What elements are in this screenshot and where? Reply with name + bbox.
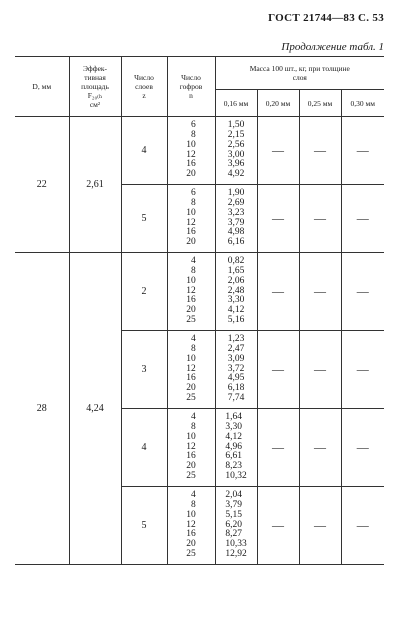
corrugation-value: 8 [191, 265, 196, 276]
cell-mass-025: — [299, 487, 341, 565]
mass-value: 6,61 [225, 451, 242, 462]
corrugation-value: 20 [186, 461, 196, 472]
table-row [15, 253, 384, 331]
corrugation-value: 20 [186, 305, 196, 316]
cell-mass-025: — [299, 185, 341, 253]
cell-mass-020: — [257, 409, 299, 487]
mass-value: 6,20 [225, 519, 242, 530]
cell-mass-020: — [257, 117, 299, 185]
mass-value: 4,92 [227, 169, 245, 180]
cell-mass-020: — [257, 185, 299, 253]
corrugation-value: 12 [186, 149, 196, 160]
col-header-t030: 0,30 мм [341, 90, 384, 117]
mass-value: 3,30 [227, 295, 245, 306]
mass-value: 4,98 [227, 227, 245, 238]
mass-value: 2,04 [225, 489, 242, 500]
corrugation-value: 12 [186, 519, 196, 530]
corrugation-value: 20 [186, 237, 196, 248]
mass-value: 8,27 [225, 529, 242, 540]
cell-mass-030: — [341, 253, 384, 331]
corrugation-value: 12 [186, 363, 196, 374]
cell-mass-020: — [257, 253, 299, 331]
col-header-t025: 0,25 мм [299, 90, 341, 117]
cell-mass-025: — [299, 117, 341, 185]
cell-mass-025: — [299, 409, 341, 487]
mass-value: 2,06 [227, 275, 245, 286]
col-header-layers: Число слоев z [121, 57, 167, 117]
mass-value: 4,12 [227, 305, 245, 316]
corrugation-value: 25 [186, 315, 196, 326]
mass-value: 2,15 [227, 129, 245, 140]
corrugation-value: 8 [191, 343, 196, 354]
cell-corrugations [167, 409, 215, 487]
corrugation-value: 4 [191, 333, 196, 344]
cell-mass-020: — [257, 331, 299, 409]
corrugation-value: 8 [191, 421, 196, 432]
mass-value: 1,90 [227, 187, 245, 198]
corrugation-value: 8 [191, 197, 196, 208]
mass-value: 3,30 [225, 421, 242, 432]
cell-mass-016 [215, 487, 257, 565]
col-header-t020: 0,20 мм [257, 90, 299, 117]
mass-value: 3,72 [227, 363, 245, 374]
cell-mass-016 [215, 409, 257, 487]
mass-value: 1,65 [227, 265, 245, 276]
cell-mass-030: — [341, 331, 384, 409]
mass-value: 6,18 [227, 383, 245, 394]
corrugation-value: 6 [191, 187, 196, 198]
corrugation-value: 16 [186, 159, 196, 170]
cell-corrugations [167, 253, 215, 331]
mass-value: 6,16 [227, 237, 245, 248]
mass-value: 5,15 [225, 509, 242, 520]
cell-mass-030: — [341, 409, 384, 487]
mass-value: 3,23 [227, 207, 245, 218]
mass-value: 3,09 [227, 353, 245, 364]
mass-value: 12,92 [225, 549, 247, 560]
mass-value: 0,82 [227, 255, 245, 266]
corrugation-value: 20 [186, 169, 196, 180]
corrugation-value: 16 [186, 227, 196, 238]
mass-value: 2,47 [227, 343, 245, 354]
col-header-area: Эффек- тивная площадь F₂₀₍ₕ см² [69, 57, 121, 117]
corrugation-value: 10 [186, 139, 196, 150]
cell-mass-025: — [299, 253, 341, 331]
cell-layers: 5 [121, 185, 167, 253]
corrugation-value: 12 [186, 217, 196, 228]
corrugation-value: 16 [186, 451, 196, 462]
cell-layers: 5 [121, 487, 167, 565]
mass-value: 3,79 [227, 217, 245, 228]
corrugation-value: 6 [191, 119, 196, 130]
mass-value: 1,23 [227, 333, 245, 344]
mass-value: 3,96 [227, 159, 245, 170]
corrugation-value: 20 [186, 383, 196, 394]
mass-value: 10,32 [225, 471, 247, 482]
cell-corrugations [167, 331, 215, 409]
table-row [15, 117, 384, 185]
cell-layers: 2 [121, 253, 167, 331]
mass-value: 4,95 [227, 373, 245, 384]
cell-layers: 3 [121, 331, 167, 409]
mass-value: 3,79 [225, 499, 242, 510]
corrugation-value: 10 [186, 207, 196, 218]
col-header-t016: 0,16 мм [215, 90, 257, 117]
cell-mass-030: — [341, 487, 384, 565]
mass-value: 2,56 [227, 139, 245, 150]
mass-table [15, 56, 384, 565]
corrugation-value: 25 [186, 471, 196, 482]
mass-value: 7,74 [227, 393, 245, 404]
cell-mass-030: — [341, 185, 384, 253]
mass-value: 1,50 [227, 119, 245, 130]
cell-corrugations [167, 185, 215, 253]
cell-layers: 4 [121, 117, 167, 185]
cell-corrugations [167, 487, 215, 565]
corrugation-value: 4 [191, 411, 196, 422]
mass-value: 10,33 [225, 539, 247, 550]
table-continuation-label: Продолжение табл. 1 [281, 41, 384, 53]
cell-mass-016 [215, 253, 257, 331]
mass-value: 8,23 [225, 461, 242, 472]
corrugation-value: 12 [186, 441, 196, 452]
corrugation-value: 25 [186, 549, 196, 560]
mass-value: 2,69 [227, 197, 245, 208]
cell-d: 28 [15, 253, 69, 565]
corrugation-value: 4 [191, 255, 196, 266]
corrugation-value: 10 [186, 431, 196, 442]
cell-d: 22 [15, 117, 69, 253]
corrugation-value: 16 [186, 295, 196, 306]
cell-layers: 4 [121, 409, 167, 487]
mass-value: 5,16 [227, 315, 245, 326]
cell-mass-016 [215, 331, 257, 409]
cell-mass-016 [215, 117, 257, 185]
corrugation-value: 16 [186, 373, 196, 384]
corrugation-value: 10 [186, 275, 196, 286]
mass-value: 4,12 [225, 431, 242, 442]
corrugation-value: 16 [186, 529, 196, 540]
corrugation-value: 10 [186, 353, 196, 364]
corrugation-value: 20 [186, 539, 196, 550]
cell-mass-016 [215, 185, 257, 253]
cell-area: 4,24 [69, 253, 121, 565]
cell-mass-030: — [341, 117, 384, 185]
corrugation-value: 25 [186, 393, 196, 404]
col-header-mass: Масса 100 шт., кг, при толщине слоя [215, 57, 384, 90]
col-header-d: D, мм [15, 57, 69, 117]
mass-value: 2,48 [227, 285, 245, 296]
corrugation-value: 8 [191, 129, 196, 140]
mass-value: 4,96 [225, 441, 242, 452]
cell-corrugations [167, 117, 215, 185]
mass-value: 1,64 [225, 411, 242, 422]
corrugation-value: 10 [186, 509, 196, 520]
col-header-corrugations: Число гофров n [167, 57, 215, 117]
cell-area: 2,61 [69, 117, 121, 253]
page-header: ГОСТ 21744—83 С. 53 [268, 12, 384, 24]
cell-mass-020: — [257, 487, 299, 565]
corrugation-value: 8 [191, 499, 196, 510]
cell-mass-025: — [299, 331, 341, 409]
corrugation-value: 4 [191, 489, 196, 500]
corrugation-value: 12 [186, 285, 196, 296]
mass-value: 3,00 [227, 149, 245, 160]
